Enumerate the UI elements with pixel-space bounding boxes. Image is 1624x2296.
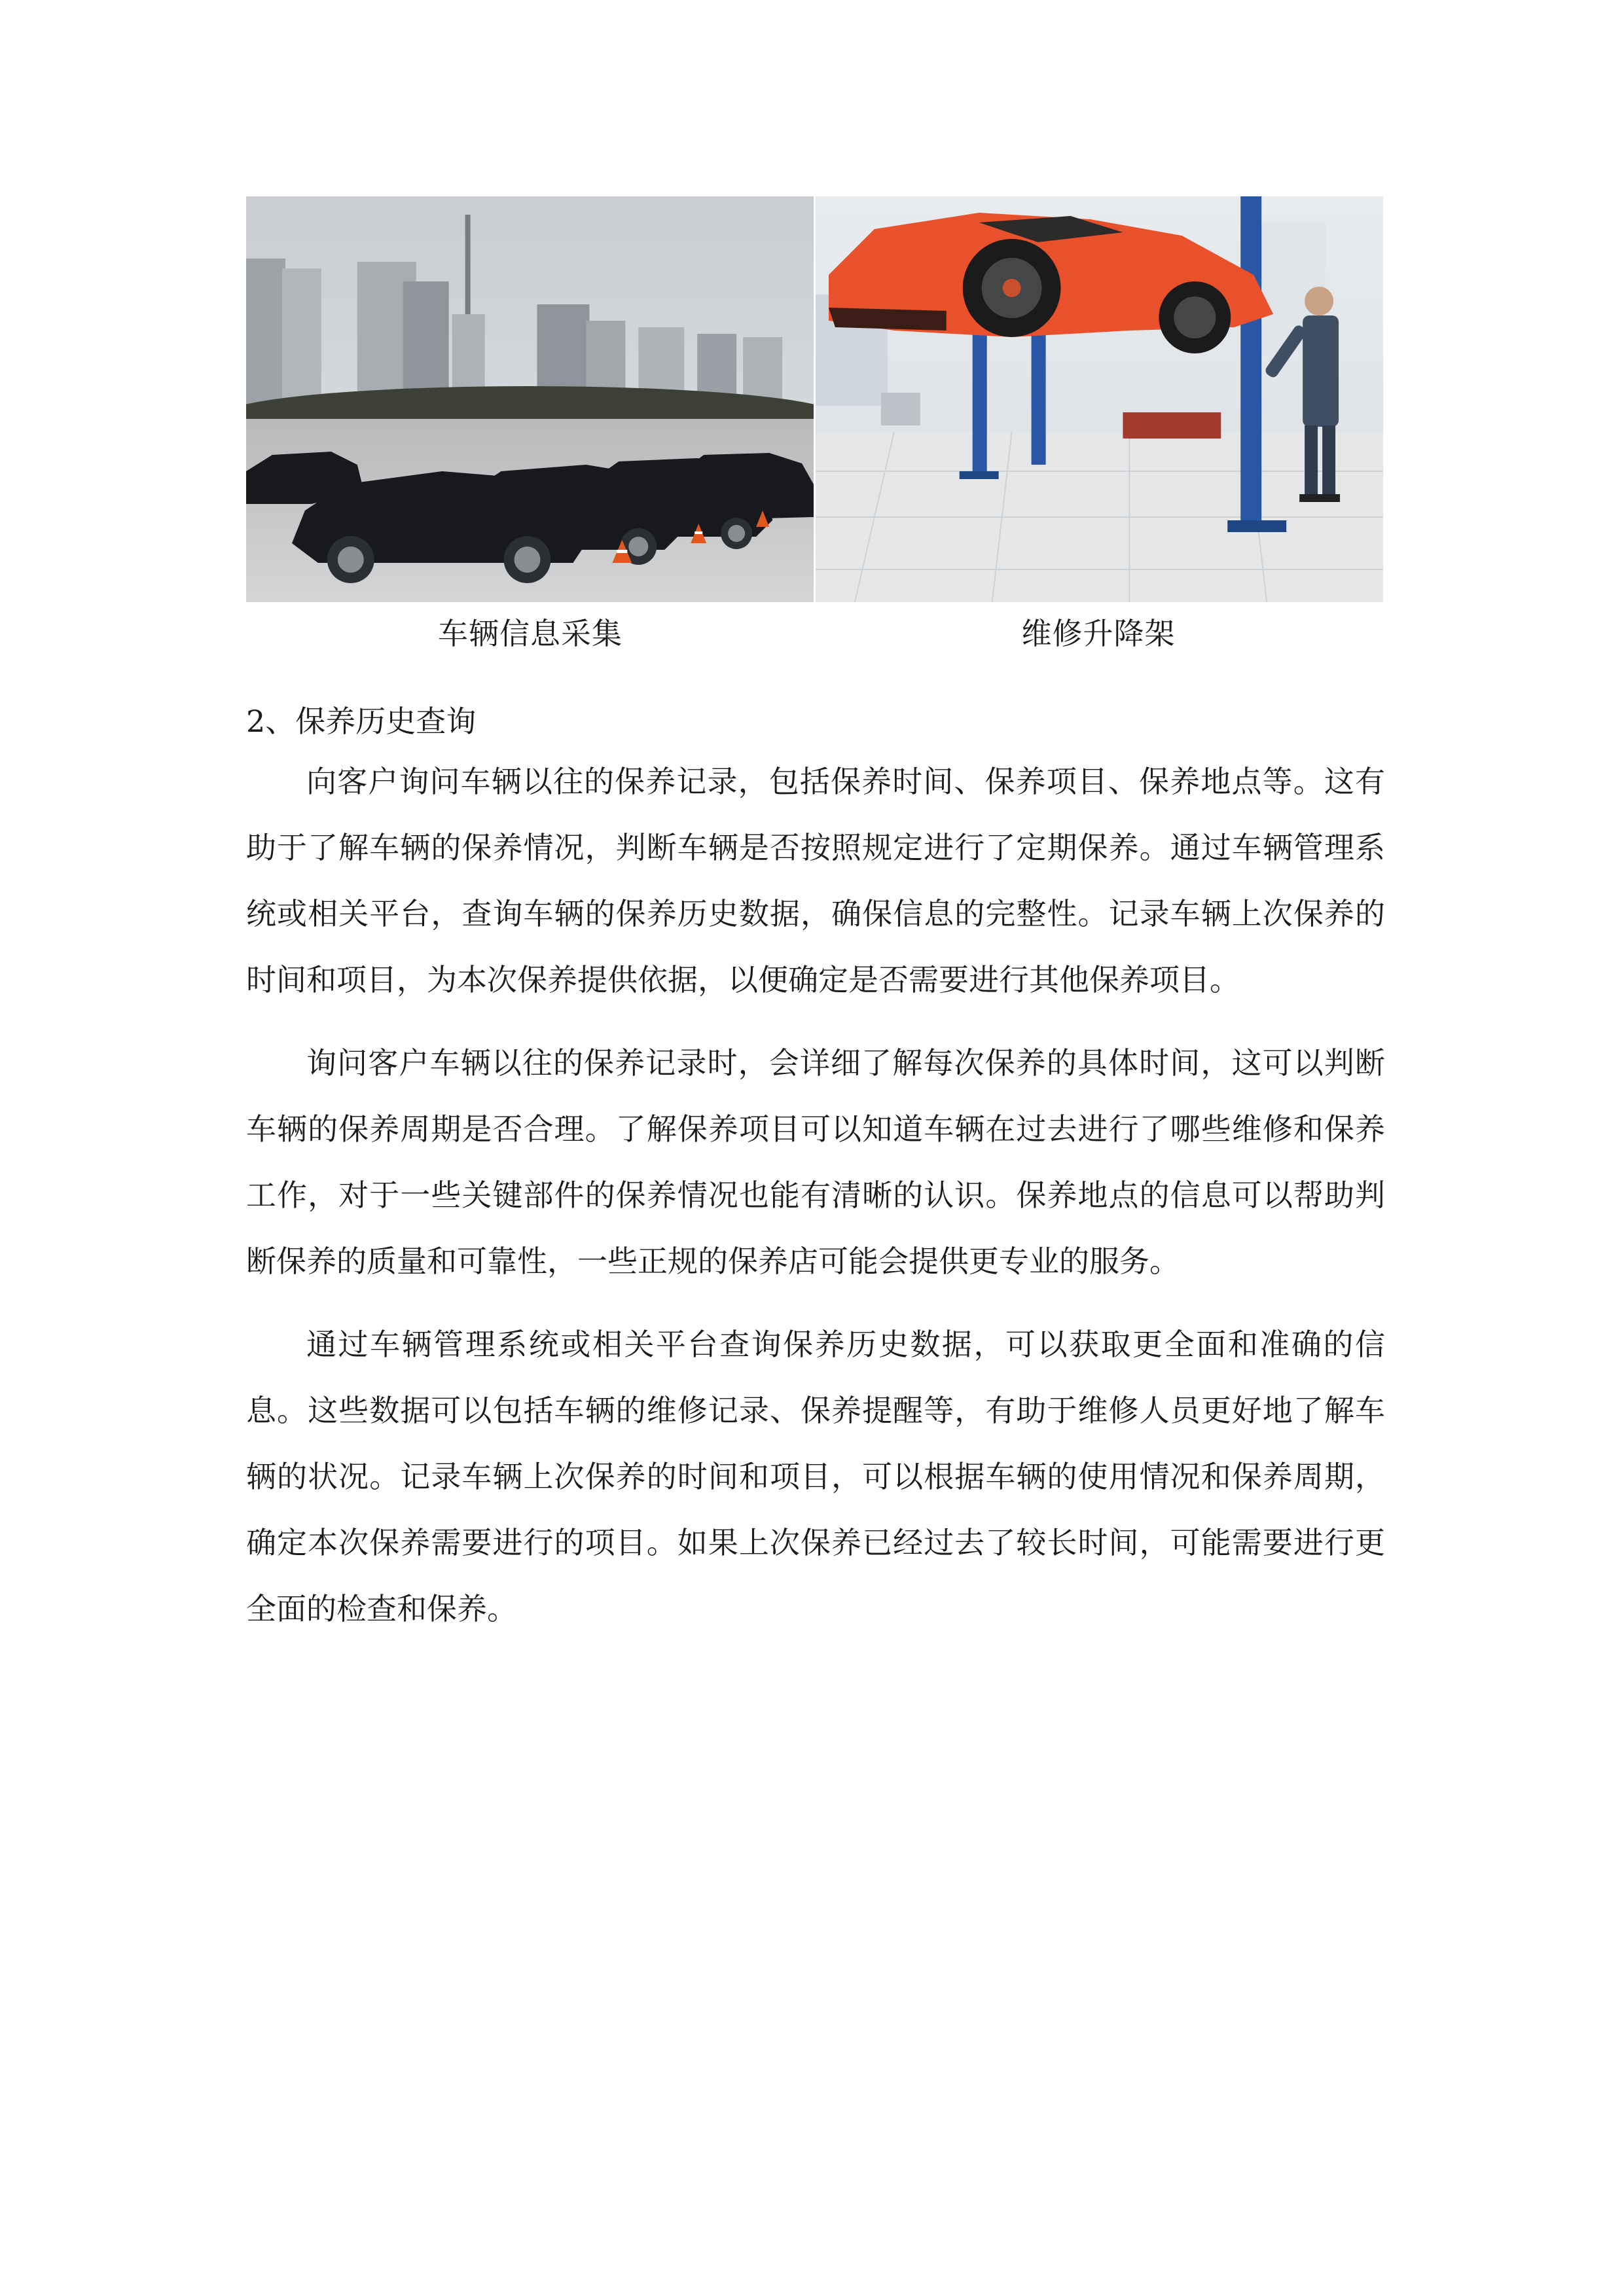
paragraph-3: 通过车辆管理系统或相关平台查询保养历史数据，可以获取更全面和准确的信息。这些数据可以包括车辆的维修记录、保养提醒等，有助于维修人员更好地了解车辆的状况。记录车辆上次保养的时间和项目，可以根据车辆的使用情况和保养周期，确定本次保养需要进行的项目。如果上次保养已经过去了较长时间，可能需要进行更全面的检查和保养。	[246, 1327, 1385, 1626]
figure-caption-right: 维修升降架	[1021, 616, 1176, 651]
figure-captions	[246, 607, 1383, 660]
paragraph-1: 向客户询问车辆以往的保养记录，包括保养时间、保养项目、保养地点等。这有助于了解车辆的保养情况，判断车辆是否按照规定进行了定期保养。通过车辆管理系统或相关平台，查询车辆的保养历史数据，确保信息的完整性。记录车辆上次保养的时间和项目，为本次保养提供依据，以便确定是否需要进行其他保养项目。	[246, 764, 1385, 997]
car-lift-photo	[814, 196, 1383, 602]
paragraph-2: 询问客户车辆以往的保养记录时，会详细了解每次保养的具体时间，这可以判断车辆的保养周期是否合理。了解保养项目可以知道车辆在过去进行了哪些维修和保养工作，对于一些关键部件的保养情况也能有清晰的认识。保养地点的信息可以帮助判断保养的质量和可靠性，一些正规的保养店可能会提供更专业的服务。	[246, 1045, 1385, 1279]
car-lift-image	[816, 196, 1383, 602]
parked-sedans-image	[246, 196, 814, 602]
figure-caption-left: 车辆信息采集	[438, 616, 623, 651]
figure-row	[246, 196, 1383, 602]
section-heading: 2、保养历史查询	[246, 704, 477, 739]
parked-sedans-photo	[246, 196, 814, 602]
section-content	[246, 694, 1385, 1642]
